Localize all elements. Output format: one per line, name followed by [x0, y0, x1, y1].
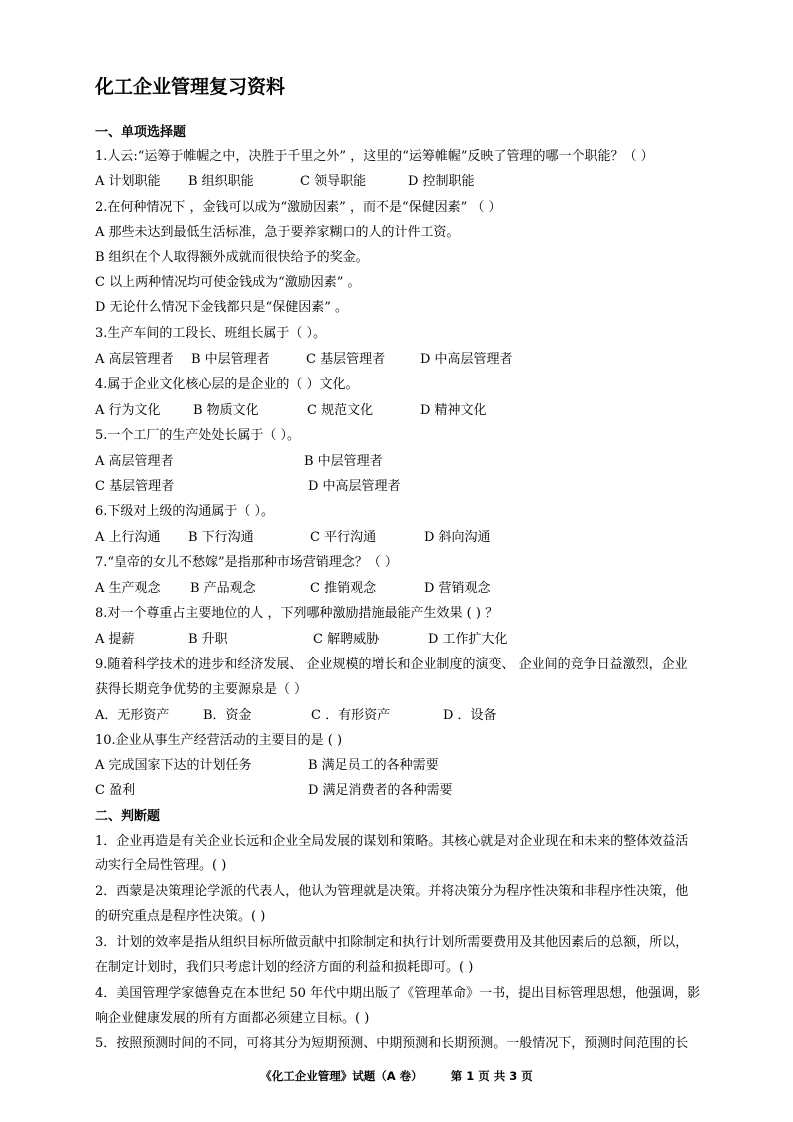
section-heading-true-false: 二、判断题: [95, 809, 161, 824]
footer-exam-title: 《化工企业管理》试题（A 卷）: [260, 1069, 423, 1083]
q8-option-b: B 升职: [188, 632, 228, 647]
q2-option-d: D 无论什么情况下金钱都只是“保健因素” 。: [95, 300, 348, 315]
q4-option-a: A 行为文化: [95, 403, 161, 418]
judgement-3-line-1: 3．计划的效率是指从组织目标所做贡献中扣除制定和执行计划所需要费用及其他因素后的总额，所以，: [95, 935, 689, 950]
judgement-5-line-1: 5．按照预测时间的不同，可将其分为短期预测、中期预测和长期预测。一般情况下，预测时间范围的长: [95, 1036, 689, 1051]
question-5: 5.一个工厂的生产处处长属于（ ）。: [95, 428, 301, 443]
q2-option-b: B 组织在个人取得额外成就而很快给予的奖金。: [95, 250, 369, 265]
q3-option-b: B 中层管理者: [191, 352, 270, 367]
judgement-1-line-2: 动实行全局性管理。( ): [95, 858, 227, 873]
judgement-1-line-1: 1．企业再造是有关企业长远和企业全局发展的谋划和策略。其核心就是对企业现在和未来的整体效益活: [95, 834, 689, 849]
q1-option-c: C 领导职能: [300, 174, 367, 189]
judgement-2-line-2: 的研究重点是程序性决策。( ): [95, 909, 266, 924]
q10-option-b: B 满足员工的各种需要: [308, 758, 439, 773]
judgement-3-line-2: 在制定计划时，我们只考虑计划的经济方面的利益和损耗即可。( ): [95, 960, 474, 975]
q7-option-a: A 生产观念: [95, 581, 161, 596]
q10-option-a: A 完成国家下达的计划任务: [95, 758, 252, 773]
q3-option-c: C 基层管理者: [306, 352, 386, 367]
page-footer: [0, 1068, 793, 1084]
q7-option-c: C 推销观念: [310, 581, 377, 596]
q2-option-a: A 那些未达到最低生活标准，急于要养家糊口的人的计件工资。: [95, 225, 460, 240]
judgement-4-line-1: 4．美国管理学家德鲁克在本世纪 50 年代中期出版了《管理革命》一书，提出目标管理思想，他强调，影: [95, 986, 701, 1001]
q3-option-a: A 高层管理者: [95, 352, 174, 367]
q4-option-d: D 精神文化: [420, 403, 487, 418]
question-9-line-1: 9.随着科学技术的进步和经济发展、 企业规模的增长和企业制度的演变、 企业间的竞争日益激烈，企业: [95, 657, 688, 672]
q9-option-b: B．资金: [203, 708, 252, 723]
question-9-line-2: 获得长期竞争优势的主要源泉是（ ）: [95, 682, 308, 697]
q5-option-d: D 中高层管理者: [308, 479, 401, 494]
question-3: 3.生产车间的工段长、班组长属于（ ）。: [95, 326, 327, 341]
question-10: 10.企业从事生产经营活动的主要目的是 ( ): [95, 733, 343, 748]
question-2: 2.在何种情况下 ，金钱可以成为“激励因素” ，而不是“保健因素” （ ）: [95, 200, 502, 215]
document-title: 化工企业管理复习资料: [95, 76, 286, 98]
q5-option-a: A 高层管理者: [95, 454, 174, 469]
q9-option-d: D ．设备: [443, 708, 497, 723]
q1-option-d: D 控制职能: [408, 174, 475, 189]
q6-option-b: B 下行沟通: [188, 530, 254, 545]
q1-option-a: A 计划职能: [95, 174, 161, 189]
q6-option-c: C 平行沟通: [310, 530, 377, 545]
section-heading-single-choice: 一、单项选择题: [95, 125, 187, 140]
q7-option-d: D 营销观念: [424, 581, 491, 596]
judgement-4-line-2: 响企业健康发展的所有方面都必须建立目标。( ): [95, 1011, 370, 1026]
q5-option-b: B 中层管理者: [304, 454, 383, 469]
q4-option-b: B 物质文化: [193, 403, 259, 418]
judgement-2-line-1: 2．西蒙是决策理论学派的代表人，他认为管理就是决策。并将决策分为程序性决策和非程序性决策，他: [95, 884, 689, 899]
q2-option-c: C 以上两种情况均可使金钱成为“激励因素” 。: [95, 275, 361, 290]
question-7: 7.“皇帝的女儿不愁嫁”是指那种市场营销理念？（ ）: [95, 555, 398, 570]
footer-page-number: 第 1 页 共 3 页: [450, 1069, 533, 1083]
q6-option-a: A 上行沟通: [95, 530, 161, 545]
question-8: 8.对一个尊重占主要地位的人 ，下列哪种激励措施最能产生效果 ( ) ？: [95, 606, 499, 621]
question-4: 4.属于企业文化核心层的是企业的（ ）文化。: [95, 377, 359, 392]
q10-option-c: C 盈利: [95, 783, 136, 798]
q8-option-c: C 解聘威胁: [313, 632, 380, 647]
q10-option-d: D 满足消费者的各种需要: [308, 783, 453, 798]
question-1: 1.人云:“运筹于帷幄之中，决胜于千里之外” ，这里的“运筹帷幄”反映了管理的哪一个职能？（ ）: [95, 149, 654, 164]
q9-option-a: A．无形资产: [95, 708, 170, 723]
q8-option-d: D 工作扩大化: [428, 632, 508, 647]
question-6: 6.下级对上级的沟通属于（ ）。: [95, 504, 275, 519]
q8-option-a: A 提薪: [95, 632, 135, 647]
q6-option-d: D 斜向沟通: [424, 530, 491, 545]
q7-option-b: B 产品观念: [190, 581, 256, 596]
q5-option-c: C 基层管理者: [95, 479, 175, 494]
q4-option-c: C 规范文化: [307, 403, 374, 418]
q1-option-b: B 组织职能: [188, 174, 254, 189]
q9-option-c: C ．有形资产: [311, 708, 391, 723]
q3-option-d: D 中高层管理者: [420, 352, 513, 367]
